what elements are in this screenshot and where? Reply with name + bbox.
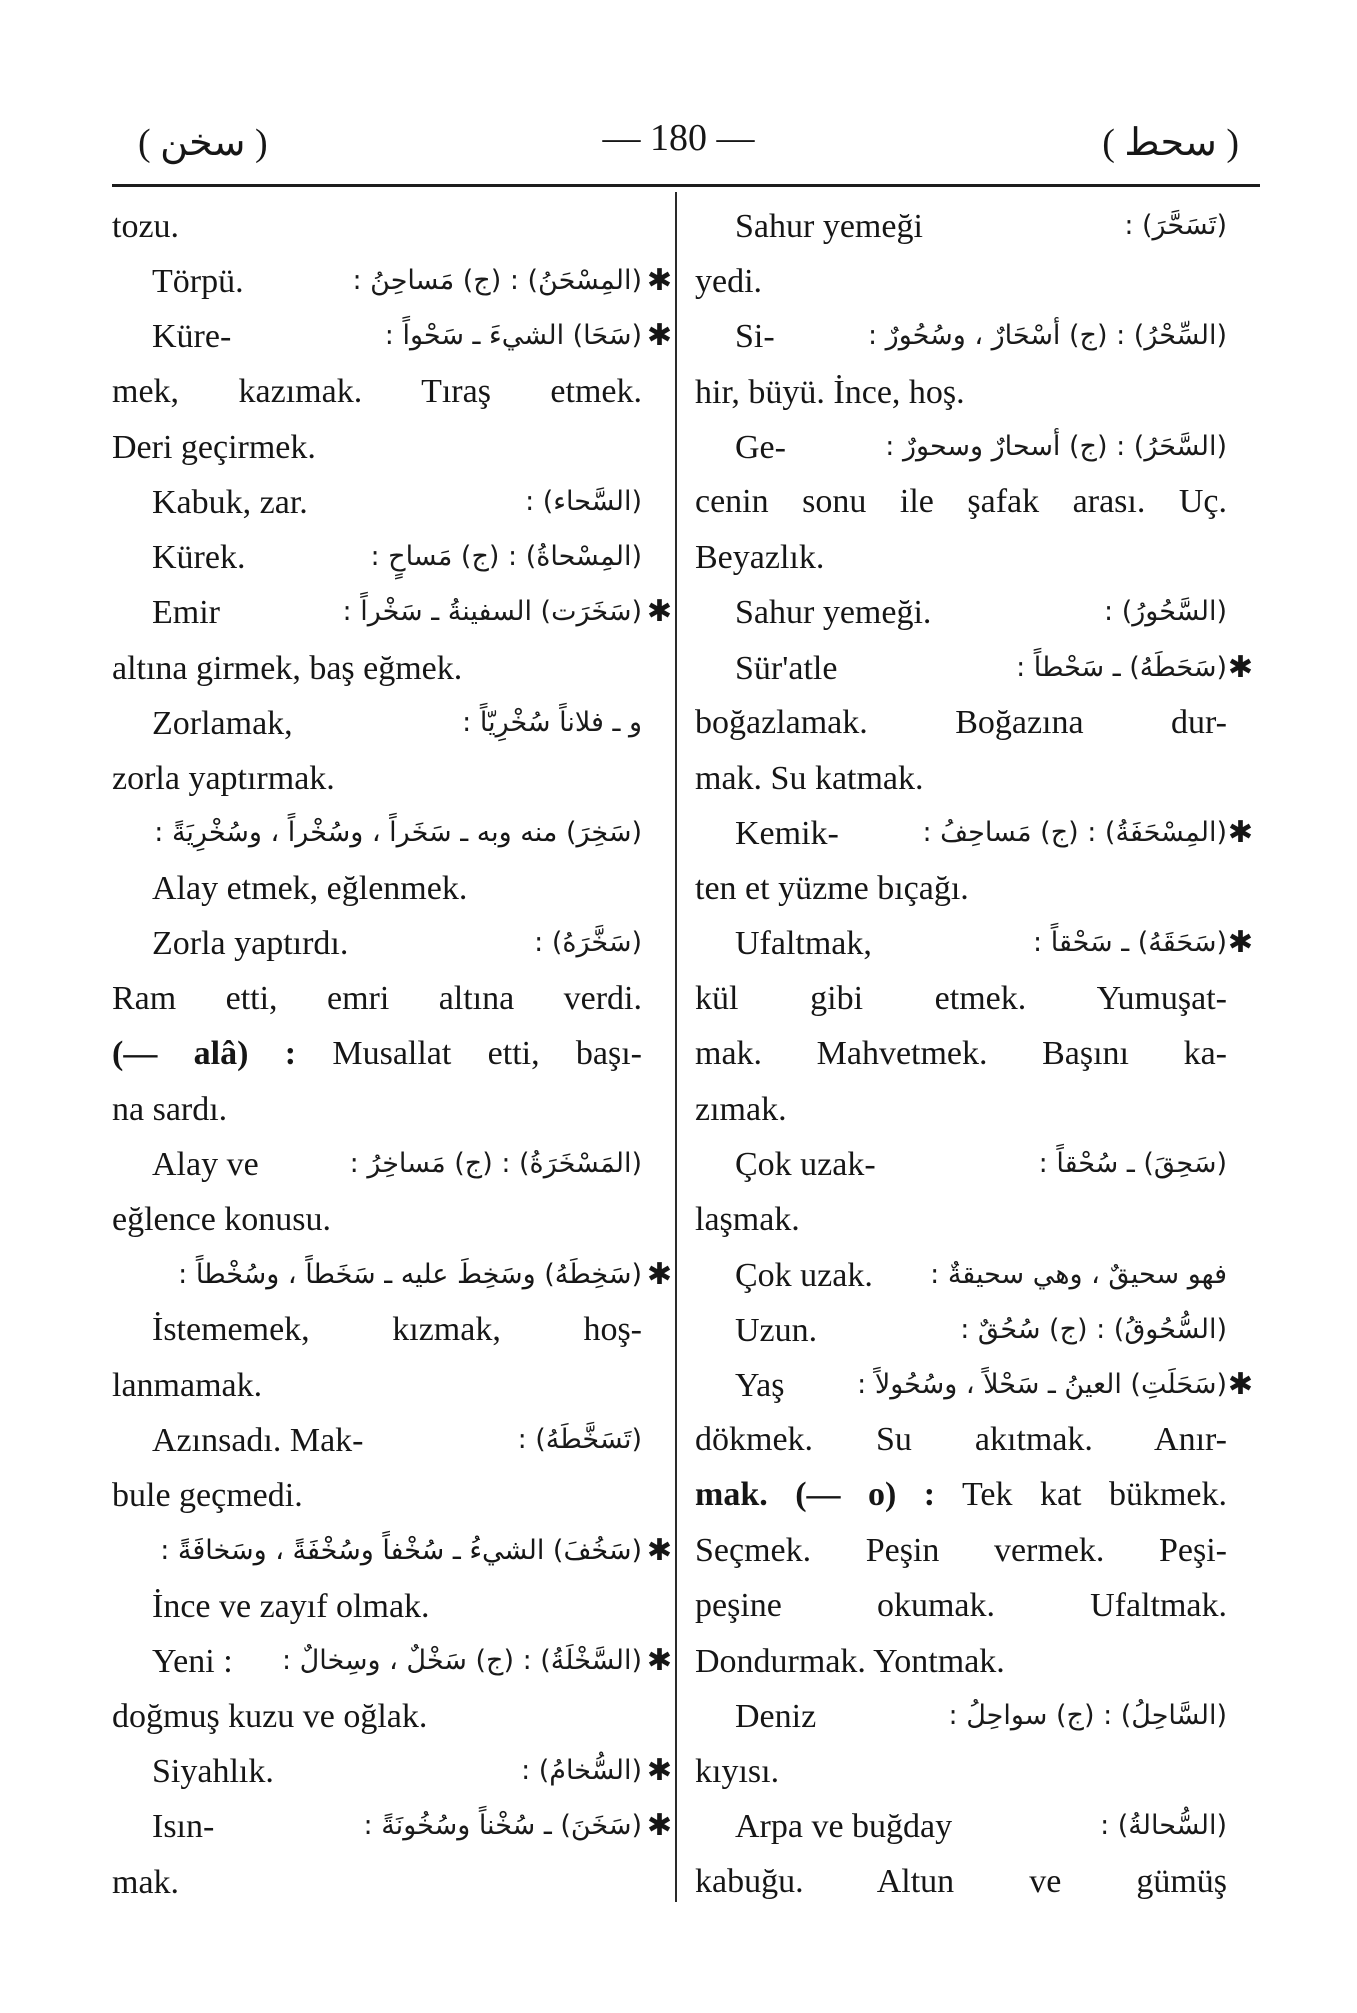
arabic-headword: (السُّحُوقُ) : (ج) سُحُقٌ :	[960, 1313, 1227, 1345]
turkish-definition: Kemik-	[735, 815, 839, 853]
arabic-headword: (تَسَخَّطَهُ) :	[517, 1424, 642, 1456]
arabic-headword: (سَخَّرَهُ) :	[534, 927, 642, 959]
turkish-definition: boğazlamak. Boğazına dur-	[695, 703, 1227, 741]
turkish-definition	[695, 1467, 1227, 1522]
bold-subentry: mak. (— o) :	[695, 1476, 936, 1514]
turkish-definition: Zorlamak,	[152, 704, 293, 742]
entry-line	[695, 364, 1227, 419]
entry-line	[695, 419, 1227, 474]
entry-line	[112, 695, 642, 750]
entry-line	[695, 1798, 1227, 1853]
asterisk-marker-icon: ✱	[1227, 815, 1253, 851]
entry-line	[695, 1247, 1227, 1302]
arabic-headword: (تَسَحَّرَ) :	[1124, 210, 1227, 241]
entry-line	[112, 584, 672, 639]
header-left-guide-word: ( سخن )	[138, 122, 268, 164]
entry-line	[112, 529, 642, 584]
turkish-definition: Beyazlık.	[695, 539, 825, 577]
asterisk-marker-icon: ✱	[646, 263, 672, 299]
arabic-headword: (السِّحْرُ) : (ج) أسْحَارٌ ، وسُحُورٌ :	[867, 320, 1227, 352]
turkish-definition: Isın-	[152, 1808, 215, 1846]
asterisk-marker-icon: ✱	[646, 594, 672, 630]
entry-line	[112, 1743, 672, 1798]
turkish-definition: Uzun.	[735, 1311, 818, 1349]
arabic-headword: (المِسْحَنُ) : (ج) مَساحِنُ :	[352, 265, 642, 297]
arabic-headword: (السَّحُورُ) :	[1104, 596, 1227, 628]
entry-line	[112, 971, 642, 1026]
turkish-definition: zorla yaptırmak.	[112, 759, 335, 797]
arabic-headword: (السَّاحِلُ) : (ج) سواحِلُ :	[948, 1700, 1227, 1732]
turkish-definition: kabuğu. Altun ve gümüş	[695, 1862, 1227, 1900]
arabic-headword: (سَحَلَتِ) العينُ ـ سَحْلاً ، وسُحُولاً :	[857, 1368, 1227, 1400]
entry-line	[112, 1854, 642, 1909]
turkish-definition: lanmamak.	[112, 1366, 263, 1404]
turkish-definition: Arpa ve buğday	[735, 1808, 953, 1846]
turkish-definition: Ge-	[735, 428, 786, 466]
turkish-definition: kıyısı.	[695, 1753, 780, 1791]
turkish-definition: Zorla yaptırdı.	[152, 925, 349, 963]
asterisk-marker-icon: ✱	[1227, 649, 1253, 685]
turkish-definition: hir, büyü. İnce, hoş.	[695, 373, 965, 411]
entry-line	[112, 1247, 672, 1302]
entry-line	[695, 695, 1227, 750]
arabic-headword: (سَخُفَ) الشيءُ ـ سُخْفاً وسُخْفَةً ، وسَخافَةً :	[160, 1534, 642, 1566]
entry-line	[695, 1467, 1227, 1522]
turkish-definition: Alay ve	[152, 1146, 259, 1184]
turkish-definition: Sahur yemeği.	[735, 594, 932, 632]
entry-line	[112, 1412, 642, 1467]
turkish-definition	[112, 1026, 642, 1081]
entry-line	[695, 971, 1227, 1026]
arabic-headword: (سَحَا) الشيءَ ـ سَحْواً :	[384, 320, 642, 352]
entry-line	[112, 1633, 672, 1688]
entry-line	[112, 253, 672, 308]
asterisk-marker-icon: ✱	[646, 1256, 672, 1292]
right-column	[695, 198, 1253, 1909]
entry-line	[112, 860, 642, 915]
entry-line	[112, 915, 642, 970]
entry-line	[695, 1743, 1227, 1798]
turkish-definition: na sardı.	[112, 1091, 228, 1128]
entry-line	[695, 198, 1227, 253]
column-divider	[675, 192, 677, 1902]
turkish-definition: Sahur yemeği	[735, 208, 923, 245]
turkish-definition: Çok uzak.	[735, 1256, 873, 1294]
asterisk-marker-icon: ✱	[1227, 1366, 1253, 1402]
entry-line	[112, 419, 642, 474]
arabic-headword: (سَخَرَت) السفينةُ ـ سَخْراً :	[342, 596, 642, 628]
turkish-definition: tozu.	[112, 208, 180, 245]
entry-line	[112, 1798, 672, 1853]
entry-line	[695, 529, 1227, 584]
entry-line	[695, 584, 1227, 639]
turkish-definition: Dondurmak. Yontmak.	[695, 1642, 1005, 1680]
turkish-definition: İstememek, kızmak, hoş-	[152, 1310, 642, 1348]
entry-line	[695, 1081, 1227, 1136]
arabic-headword: (المَسْخَرَةُ) : (ج) مَساخِرُ :	[349, 1148, 642, 1180]
arabic-headword: (سَحَطَهُ) ـ سَحْطاً :	[1016, 651, 1227, 683]
asterisk-marker-icon: ✱	[646, 1808, 672, 1844]
entry-line	[695, 1026, 1227, 1081]
asterisk-marker-icon: ✱	[646, 1642, 672, 1678]
entry-line	[695, 805, 1253, 860]
turkish-definition: zımak.	[695, 1091, 787, 1128]
entry-line	[695, 474, 1227, 529]
turkish-definition: Azınsadı. Mak-	[152, 1422, 364, 1460]
turkish-definition: eğlence konusu.	[112, 1201, 332, 1239]
turkish-definition: Emir	[152, 594, 220, 632]
arabic-headword: (السُّخامُ) :	[521, 1755, 642, 1787]
entry-line	[695, 1357, 1253, 1412]
arabic-headword: (سَخَنَ) ـ سُخْناً وسُخُونَةً :	[363, 1810, 642, 1842]
arabic-headword: و ـ فلاناً سُخْرِيّاً :	[462, 706, 642, 738]
entry-line	[112, 1026, 642, 1081]
entry-line	[112, 805, 642, 860]
entry-line	[112, 750, 642, 805]
turkish-definition: cenin sonu ile şafak arası. Uç.	[695, 482, 1227, 520]
turkish-definition: Kürek.	[152, 539, 246, 577]
arabic-headword: (المِسْحَفَةُ) : (ج) مَساحِفُ :	[922, 817, 1227, 849]
turkish-definition: Yeni :	[152, 1642, 233, 1680]
entry-line	[695, 1191, 1227, 1246]
entry-line	[695, 1578, 1227, 1633]
asterisk-marker-icon: ✱	[646, 1532, 672, 1568]
turkish-definition: İnce ve zayıf olmak.	[152, 1587, 430, 1625]
entry-line	[112, 308, 672, 363]
turkish-definition: mak. Su katmak.	[695, 759, 924, 797]
turkish-definition: laşmak.	[695, 1201, 800, 1239]
asterisk-marker-icon: ✱	[646, 1753, 672, 1789]
turkish-definition: Küre-	[152, 318, 232, 356]
entry-line	[112, 1081, 642, 1136]
arabic-headword: (السُّحالةُ) :	[1100, 1810, 1227, 1842]
turkish-definition: dökmek. Su akıtmak. Anır-	[695, 1421, 1227, 1459]
turkish-definition: Çok uzak-	[735, 1146, 876, 1184]
entry-line	[112, 1467, 642, 1522]
asterisk-marker-icon: ✱	[1227, 925, 1253, 961]
entry-line	[695, 1688, 1227, 1743]
turkish-definition: Deri geçirmek.	[112, 428, 316, 466]
entry-line	[112, 1191, 642, 1246]
turkish-definition: kül gibi etmek. Yumuşat-	[695, 979, 1227, 1017]
turkish-definition: Ufaltmak,	[735, 925, 872, 963]
entry-line	[112, 1523, 672, 1578]
entry-line	[112, 1302, 642, 1357]
entry-line	[695, 1633, 1227, 1688]
arabic-headword: (السَّحَرُ) : (ج) أسحارٌ وسحورٌ :	[885, 430, 1227, 462]
arabic-headword: (سَحِقَ) ـ سُحْقاً :	[1038, 1148, 1227, 1180]
arabic-headword: (السَّخْلَةُ) : (ج) سَخْلٌ ، وسِخالٌ :	[281, 1644, 642, 1676]
entry-line	[695, 640, 1253, 695]
entry-line	[695, 915, 1253, 970]
entry-line	[695, 750, 1227, 805]
turkish-definition: mak. Mahvetmek. Başını ka-	[695, 1034, 1227, 1072]
turkish-definition: Yaş	[735, 1366, 785, 1404]
turkish-definition: Ram etti, emri altına verdi.	[112, 979, 642, 1017]
entry-line	[695, 253, 1227, 308]
left-column	[112, 198, 672, 1909]
turkish-definition: mek, kazımak. Tıraş etmek.	[112, 372, 642, 410]
entry-line	[695, 860, 1227, 915]
arabic-headword: (سَخِطَهُ) وسَخِطَ عليه ـ سَخَطاً ، وسُخْطاً :	[178, 1258, 642, 1290]
entry-line	[112, 1578, 642, 1633]
turkish-definition: Siyahlık.	[152, 1753, 274, 1791]
bold-subentry: (— alâ) :	[112, 1034, 297, 1072]
entry-line	[695, 308, 1227, 363]
arabic-headword: (سَخِرَ) منه وبه ـ سَخَراً ، وسُخْراً ، وسُخْرِيَةً :	[154, 817, 642, 849]
turkish-definition: Alay etmek, eğlenmek.	[152, 870, 468, 908]
arabic-headword: (السَّحاء) :	[525, 485, 642, 517]
turkish-definition: Seçmek. Peşin vermek. Peşi-	[695, 1531, 1227, 1569]
entry-line	[112, 364, 642, 419]
definition-text: Musallat etti, başı-	[296, 1034, 642, 1072]
entry-line	[695, 1136, 1227, 1191]
turkish-definition: Si-	[735, 318, 775, 356]
header-right-guide-word: ( سحط )	[1102, 122, 1239, 164]
entry-line	[695, 1412, 1227, 1467]
entry-line	[112, 198, 642, 253]
arabic-headword: فهو سحيقٌ ، وهي سحيقةٌ :	[930, 1258, 1227, 1290]
turkish-definition: Kabuk, zar.	[152, 483, 308, 521]
page-header	[0, 112, 1357, 182]
page-number: — 180 —	[602, 117, 755, 159]
turkish-definition: Deniz	[735, 1698, 817, 1736]
entry-line	[112, 1136, 642, 1191]
entry-line	[695, 1302, 1227, 1357]
turkish-definition: ten et yüzme bıçağı.	[695, 870, 969, 908]
turkish-definition: peşine okumak. Ufaltmak.	[695, 1586, 1227, 1624]
entry-line	[112, 1357, 642, 1412]
entry-line	[695, 1854, 1227, 1909]
entry-line	[112, 1688, 642, 1743]
entry-line	[112, 640, 642, 695]
turkish-definition: mak.	[112, 1863, 180, 1901]
arabic-headword: (المِسْحاةُ) : (ج) مَساحٍ :	[370, 541, 642, 573]
turkish-definition: yedi.	[695, 263, 763, 301]
entry-line	[695, 1523, 1227, 1578]
turkish-definition: Törpü.	[152, 263, 244, 301]
asterisk-marker-icon: ✱	[646, 318, 672, 354]
turkish-definition: altına girmek, baş eğmek.	[112, 649, 463, 687]
entry-line	[112, 474, 642, 529]
turkish-definition: doğmuş kuzu ve oğlak.	[112, 1698, 428, 1736]
turkish-definition: bule geçmedi.	[112, 1477, 303, 1515]
arabic-headword: (سَحَقَهُ) ـ سَحْقاً :	[1033, 927, 1227, 959]
turkish-definition: Sür'atle	[735, 649, 838, 687]
header-rule	[112, 184, 1260, 187]
definition-text: Tek kat bükmek.	[935, 1476, 1227, 1514]
